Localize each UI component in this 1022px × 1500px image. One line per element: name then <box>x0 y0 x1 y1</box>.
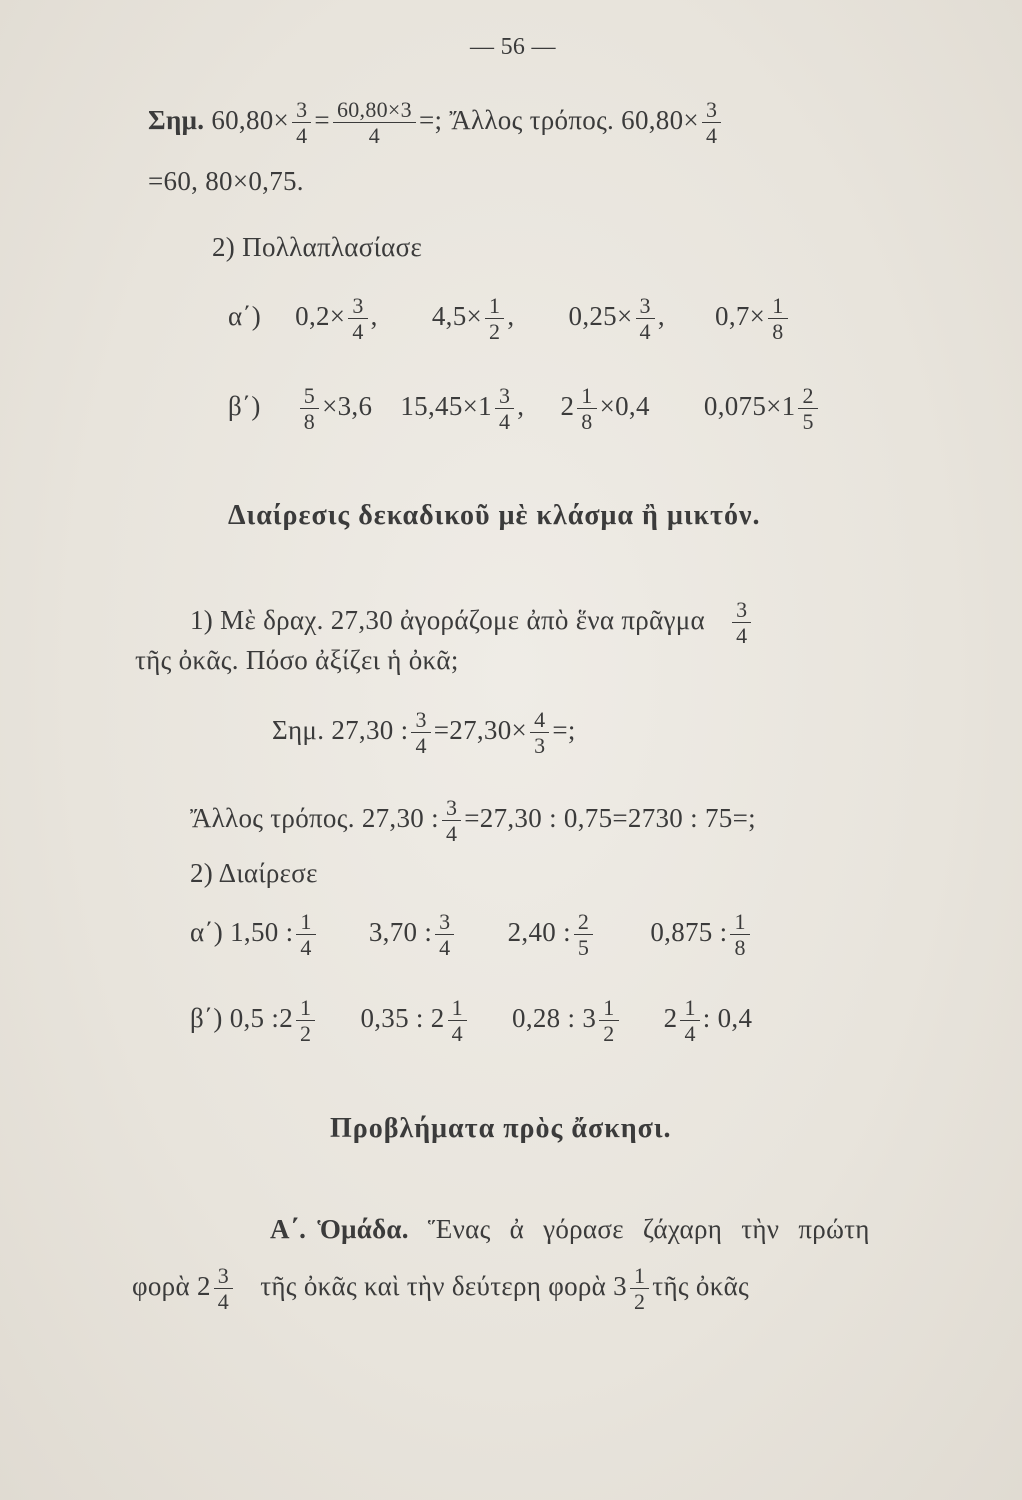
exercise-row-a: α΄) 0,2× $\frac{3}{4}$ , 4,5× $\frac{1}{2}$ , 0,25× $\frac{3}{4}$ , 0,7× $\frac{1}{8}$ <box>228 294 791 343</box>
div-a3: 2,40 : $\frac{2}{5}$ <box>508 917 597 947</box>
expr-b4: 0,075×1 $\frac{2}{5}$ <box>704 391 821 421</box>
div-b4: 2 $\frac{1}{4}$ : 0,4 <box>663 995 753 1047</box>
div-b3: 0,28 : 3 $\frac{1}{2}$ <box>512 1003 621 1033</box>
exercise-heading-multiply: 2) Πολλαπλασίασε <box>212 232 423 262</box>
div-b1: 0,5 :2 $\frac{1}{2}$ <box>230 1003 319 1033</box>
expr-a3: 0,25× $\frac{3}{4}$ , <box>568 293 665 345</box>
div-a4: 0,875 : $\frac{1}{8}$ <box>650 917 752 947</box>
problem-line-1: 1) Μὲ δραχ. 27,30 ἀγοράζομε ἀπὸ ἕνα πρᾶγμα $\frac{3}{4}$ <box>190 598 754 647</box>
fraction: $\frac{60,80\times 3}{4}$ <box>333 98 416 147</box>
note-label: Σημ. <box>148 104 205 135</box>
expr-b2: 15,45×1 $\frac{3}{4}$ , <box>400 383 525 435</box>
alt-method: Ἄλλος τρόπος. 27,30 : $\frac{3}{4}$ =27,30 : 0,75=2730 : 75=; <box>190 795 756 847</box>
page-number: — 56 — <box>470 34 556 60</box>
expr-b1: $\frac{5}{8}$ ×3,6 <box>297 391 373 421</box>
group-label: Α΄. Ὁμάδα. <box>270 1214 409 1244</box>
expr-b3: 2 $\frac{1}{8}$ ×0,4 <box>560 383 650 435</box>
exercise-row-b: β΄) $\frac{5}{8}$ ×3,6 15,45×1 $\frac{3}{4}$ , 2 $\frac{1}{8}$ ×0,4 0,075×1 $\frac{2}{5}$ <box>228 384 821 433</box>
fraction: $\frac{3}{4}$ <box>702 98 721 147</box>
expr-a2: 4,5× $\frac{1}{2}$ , <box>431 293 515 345</box>
expr-a4: 0,7× $\frac{1}{8}$ <box>715 301 791 331</box>
exercise-heading-divide: 2) Διαίρεσε <box>190 858 318 888</box>
div-a2: 3,70 : $\frac{3}{4}$ <box>369 917 458 947</box>
expr-a1: 0,2× $\frac{3}{4}$ , <box>295 293 378 345</box>
section-title: Διαίρεσις δεκαδικοῦ μὲ κλάσμα ἢ μικτόν. <box>228 500 761 531</box>
div-a1: 1,50 : $\frac{1}{4}$ <box>230 917 319 947</box>
note-line-2: =60, 80×0,75. <box>148 166 304 196</box>
fraction: $\frac{3}{4}$ <box>732 598 751 647</box>
divide-row-b: β΄) 0,5 :2 $\frac{1}{2}$ 0,35 : 2 $\frac{1}{4}$ 0,28 : 3 $\frac{1}{2}$ 2 $\frac{1}{4}$ : 0,4 <box>190 995 753 1047</box>
group-a-line-2: φορὰ 2 $\frac{3}{4}$ τῆς ὀκᾶς καὶ τὴν δεύτερη φορὰ 3 $\frac{1}{2}$ τῆς ὀκᾶς <box>132 1263 750 1315</box>
note-2: Σημ. 27,30 : $\frac{3}{4}$ =27,30× $\frac{4}{3}$ =; <box>272 707 576 759</box>
problem-line-2: τῆς ὀκᾶς. Πόσο ἀξίζει ἡ ὀκᾶ; <box>135 645 459 675</box>
divide-row-a: α΄) 1,50 : $\frac{1}{4}$ 3,70 : $\frac{3}{4}$ 2,40 : $\frac{2}{5}$ 0,875 : $\frac{1}{8}$ <box>190 910 753 959</box>
note-line-1: Σημ. 60,80× $\frac{3}{4}$ = $\frac{60,80\times 3}{4}$ =; Ἄλλος τρόπος. 60,80× $\frac{3}{4}$ <box>148 98 724 147</box>
fraction: $\frac{3}{4}$ <box>292 98 311 147</box>
group-a-line-1: Α΄. Ὁμάδα. Ἕνας ἀ γόρασε ζάχαρη τὴν πρώτη <box>270 1214 870 1244</box>
problems-title: Προβλήματα πρὸς ἄσκησι. <box>330 1113 672 1144</box>
div-b2: 0,35 : 2 $\frac{1}{4}$ <box>360 1003 469 1033</box>
